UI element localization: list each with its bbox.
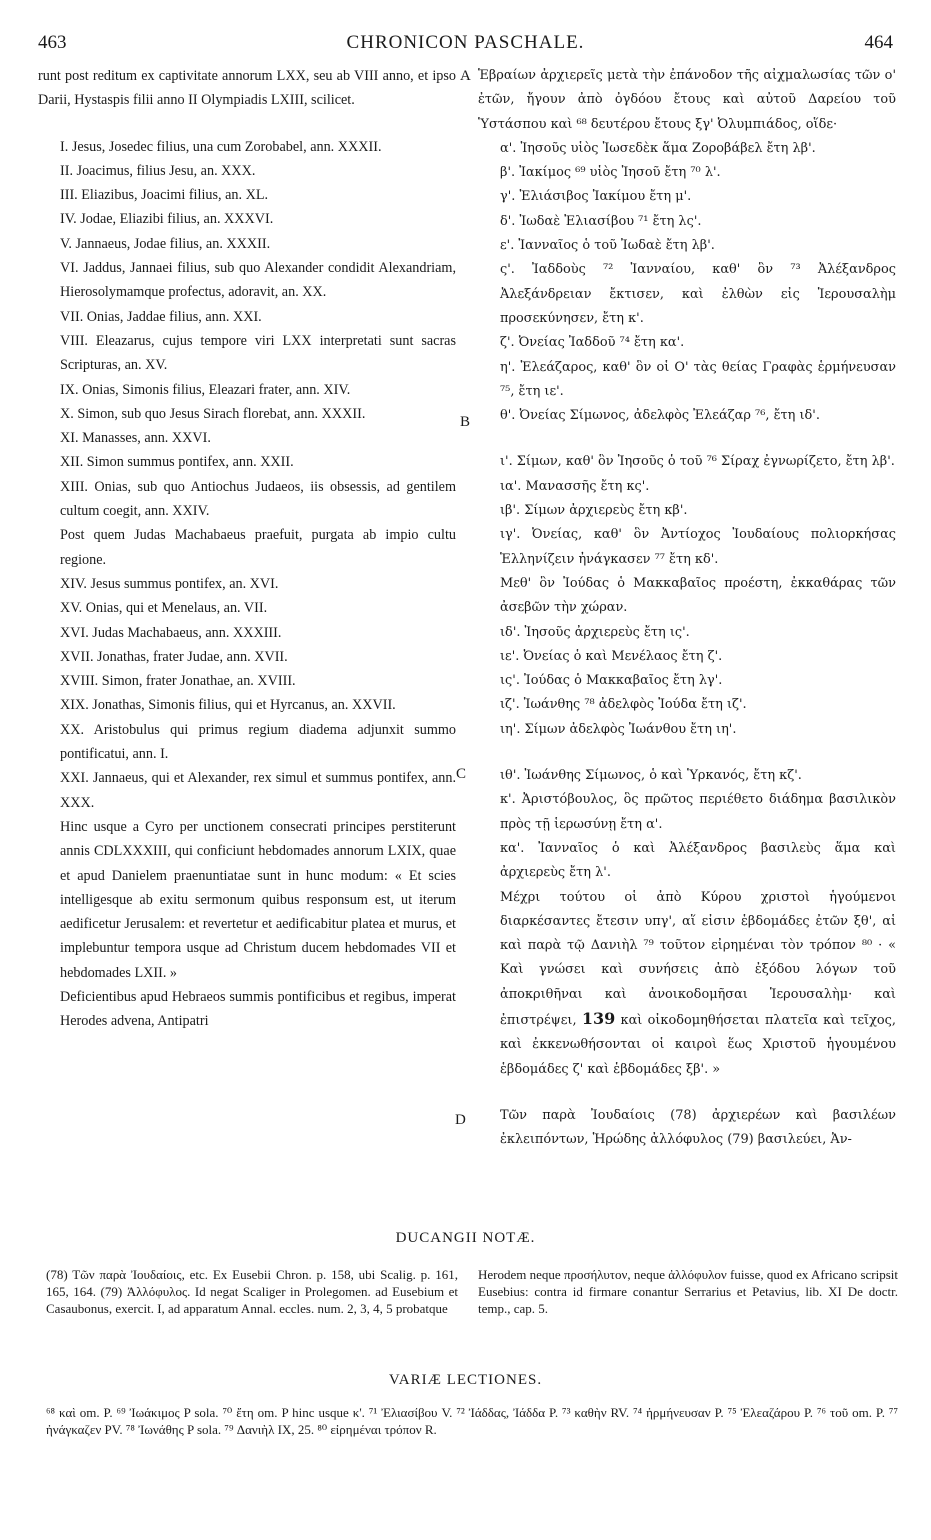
greek-para xyxy=(478,886,896,1082)
latin-list-item: XVII. Jonathas, frater Judae, ann. XVII. xyxy=(60,648,288,665)
greek-list-item: ε'. Ἰανναῖος ὁ τοῦ Ἰωδαὲ ἔτη λβ'. xyxy=(500,238,715,254)
greek-para: Μεθ' ὃν Ἰούδας ὁ Μακκαβαῖος προέστη, ἐκκαθάρας τῶν ἀσεβῶν τὴν χώραν. xyxy=(500,575,896,616)
greek-list-item: ιγ'. Ὀνείας, καθ' ὃν Ἀντίοχος Ἰουδαίους πολιορκήσας Ἑλληνίζειν ἠνάγκασεν ⁷⁷ ἔτη κδ'. xyxy=(500,527,896,567)
ducange-notes-right xyxy=(478,1266,898,1317)
latin-list-item: XII. Simon summus pontifex, ann. XXII. xyxy=(60,454,294,471)
page-title: CHRONICON PASCHALE. xyxy=(346,32,585,53)
page-number-right: 464 xyxy=(864,32,893,53)
greek-list-item: ιε'. Ὀνείας ὁ καὶ Μενέλαος ἔτη ζ'. xyxy=(500,648,723,664)
greek-para-part: Μέχρι τούτου οἱ ἀπὸ Κύρου χριστοὶ ἡγούμενοι διαρκέσαντες ἔτεσιν υπγ', αἵ εἰσιν ἑβδομάδες ἐτῶν ξθ', αἱ καὶ παρὰ τῷ Δανιὴλ ⁷⁹ τοῦτον εἰρημέναι τὸν τρόπον ⁸⁰ · « Καὶ γνώσει καὶ συνήσεις ἀπὸ ἐξόδου λόγων τοῦ ἀποκριθῆναι καὶ ἀνοικοδομῆσαι Ἱερουσαλὴμ· καὶ ἐπιστρέψει, xyxy=(500,889,896,1028)
latin-para: Post quem Judas Machabaeus praefuit, purgata ab impio cultu regione. xyxy=(60,527,456,568)
greek-list-item: ιθ'. Ἰωάνθης Σίμωνος, ὁ καὶ Ὑρκανός, ἔτη κζ'. xyxy=(500,768,802,784)
latin-list-item: XIII. Onias, sub quo Antiochus Judaeos, iis obsessis, ad gentilem cultum coegit, ann. XXIV. xyxy=(60,478,456,520)
latin-para: runt post reditum ex captivitate annorum LXX, seu ab VIII anno, et ipso Darii, Hystaspis filii anno II Olympiadis LXIII, scilicet. xyxy=(38,68,456,109)
variae-lectiones xyxy=(46,1404,898,1438)
latin-list-item: X. Simon, sub quo Jesus Sirach florebat, ann. XXXII. xyxy=(60,405,366,422)
greek-para: Τῶν παρὰ Ἰουδαίοις (78) ἀρχιερέων καὶ βασιλέων ἐκλειπόντων, Ἡρώδης ἀλλόφυλος (79) βασιλεύει, Ἀν- xyxy=(500,1107,896,1148)
greek-list-item: ιβ'. Σίμων ἀρχιερεὺς ἔτη κβ'. xyxy=(500,503,688,519)
margin-letter-c: C xyxy=(456,766,467,782)
latin-list-item: XVI. Judas Machabaeus, ann. XXXIII. xyxy=(60,624,282,641)
latin-list-item: IX. Onias, Simonis filius, Eleazari frater, ann. XIV. xyxy=(60,381,351,398)
running-header xyxy=(30,32,901,60)
latin-para: Hinc usque a Cyro per unctionem consecrati principes perstiterunt annis CDLXXXIII, qui conficiunt hebdomades annorum LXIX, quae et apud Danielem praenuntiatae sunt in hunc modum: « Et scies intelligesque ab exitu sermonum quibus responsum est, ut iterum aedificetur Jerusalem: et revertetur et aedificabitur platea et murus, et implebuntur tempora usque ad Christum ducem hebdomades VII et hebdomades LXII. » xyxy=(60,818,456,981)
latin-list-item: IV. Jodae, Eliazibi filius, an. XXXVI. xyxy=(60,211,274,228)
greek-list-item: ις'. Ἰούδας ὁ Μακκαβαῖος ἔτη λγ'. xyxy=(500,673,723,689)
latin-list-item: XIX. Jonathas, Simonis filius, qui et Hyrcanus, an. XXVII. xyxy=(60,697,396,714)
greek-list-item: β'. Ἰακίμος ⁶⁹ υἱὸς Ἰησοῦ ἔτη ⁷⁰ λ'. xyxy=(500,165,721,181)
latin-list-item: V. Jannaeus, Jodae filius, an. XXXII. xyxy=(60,235,271,252)
page-number-left: 463 xyxy=(38,32,67,53)
latin-list-item: VIII. Eleazarus, cujus tempore viri LXX interpretati sunt sacras Scripturas, an. XV. xyxy=(60,332,456,374)
footnote-text: (78) Τῶν παρὰ Ἰουδαίοις, etc. Ex Eusebii Chron. p. 158, ubi Scalig. p. 161, 165, 164. (79) Ἀλλόφυλος. Id negat Scaliger in Prolegomen. ad Eusebium et Casaubonus, exercit. I, ad apparatum Annal. eccles. num. 2, 3, 4, 5 probatque xyxy=(46,1267,458,1316)
latin-list-item: XVIII. Simon, frater Jonathae, an. XVIII. xyxy=(60,673,296,690)
greek-list-item: κα'. Ἰανναῖος ὁ καὶ Ἀλέξανδρος βασιλεὺς ἅμα καὶ ἀρχιερεὺς ἔτη λ'. xyxy=(500,840,896,881)
variant-readings: ⁶⁸ καὶ om. P. ⁶⁹ Ἰωάκιμος P sola. ⁷⁰ ἔτη om. P hinc usque κ'. ⁷¹ Ἐλιασίβου V. ⁷² Ἰάδδας, Ἰάδδα P. ⁷³ καθὴν RV. ⁷⁴ ἡρμήνευσαν P. ⁷⁵ Ἐλεαζάρου P. ⁷⁶ τοῦ om. P. ⁷⁷ ἠνάγκαζεν PV. ⁷⁸ Ἰωνάθης P sola. ⁷⁹ Δανιὴλ IX, 25. ⁸⁰ εἰρημέναι τρόπον R. xyxy=(46,1405,898,1437)
latin-list-item: II. Joacimus, filius Jesu, an. XXX. xyxy=(60,162,256,179)
latin-column xyxy=(38,64,456,1034)
latin-list-item: XIV. Jesus summus pontifex, an. XVI. xyxy=(60,575,279,592)
latin-list-item: XXI. Jannaeus, qui et Alexander, rex simul et summus pontifex, ann. XXX. xyxy=(60,770,456,811)
greek-list-item: α'. Ἰησοῦς υἱὸς Ἰωσεδὲκ ἅμα Ζοροβάβελ ἔτη λβ'. xyxy=(500,140,816,156)
greek-list-item: ιη'. Σίμων ἀδελφὸς Ἰωάνθου ἔτη ιη'. xyxy=(500,721,737,737)
greek-list-item: ς'. Ἰαδδοὺς ⁷² Ἰανναίου, καθ' ὃν ⁷³ Ἀλέξανδρος Ἀλεξάνδρειαν ἔκτισεν, καὶ ἐλθὼν εἰς Ἱερουσαλὴμ προσεκύνησεν, ἔτη κ'. xyxy=(500,262,896,326)
greek-list-item: θ'. Ὀνείας Σίμωνος, ἀδελφὸς Ἐλεάζαρ ⁷⁶, ἔτη ιδ'. xyxy=(500,408,820,424)
margin-letter-b: B xyxy=(460,414,471,430)
latin-list-item: XI. Manasses, ann. XXVI. xyxy=(60,430,211,447)
greek-list-item: ιδ'. Ἰησοῦς ἀρχιερεὺς ἔτη ις'. xyxy=(500,624,690,640)
greek-para: Ἑβραίων ἀρχιερεῖς μετὰ τὴν ἐπάνοδον τῆς αἰχμαλωσίας τῶν ο' ἐτῶν, ἤγουν ἀπὸ ὀγδόου ἔτους καὶ αὐτοῦ Δαρείου τοῦ Ὑστάσπου καὶ ⁶⁸ δευτέρου ἔτους ξγ' Ὀλυμπιάδος, οἵδε· xyxy=(478,68,896,132)
greek-list-item: ια'. Μανασσῆς ἔτη κς'. xyxy=(500,478,650,494)
greek-list-item: ιζ'. Ἰωάνθης ⁷⁸ ἀδελφὸς Ἰούδα ἔτη ιζ'. xyxy=(500,697,747,713)
ducange-notes-title: DUCANGII NOTÆ. xyxy=(395,1230,536,1246)
latin-list-item: I. Jesus, Josedec filius, una cum Zorobabel, ann. XXXII. xyxy=(60,138,382,155)
latin-para: Deficientibus apud Hebraeos summis pontificibus et regibus, imperat Herodes advena, Antipatri xyxy=(60,988,456,1030)
greek-list-item: ζ'. Ὀνείας Ἰαδδοῦ ⁷⁴ ἔτη κα'. xyxy=(500,335,685,351)
latin-list-item: VI. Jaddus, Jannaei filius, sub quo Alexander condidit Alexandriam, Hierosolymamque profectus, adoravit, an. XX. xyxy=(60,260,456,301)
latin-list-item: XX. Aristobulus qui primus regium diadema adjunxit summo pontificatui, ann. I. xyxy=(60,721,456,763)
greek-list-item: ι'. Σίμων, καθ' ὃν Ἰησοῦς ὁ τοῦ ⁷⁶ Σίραχ ἐγνωρίζετο, ἔτη λβ'. xyxy=(500,454,895,470)
latin-list-item: VII. Onias, Jaddae filius, ann. XXI. xyxy=(60,308,262,325)
greek-list-item: η'. Ἐλεάζαρος, καθ' ὃν οἱ Ο' τὰς θείας Γραφὰς ἑρμήνευσαν ⁷⁵, ἔτη ιε'. xyxy=(500,359,896,399)
greek-list-item: γ'. Ἐλιάσιβος Ἰακίμου ἔτη μ'. xyxy=(500,189,692,205)
ducange-notes-left xyxy=(46,1266,458,1317)
greek-list-item: δ'. Ἰωδαὲ Ἐλιασίβου ⁷¹ ἔτη λς'. xyxy=(500,213,702,229)
footnote-text: Herodem neque προσήλυτον, neque ἀλλόφυλον fuisse, quod ex Africano scripsit Eusebius: contra id firmare conantur Serrarius et Petavius, lib. XI De doctr. temp., cap. 5. xyxy=(478,1267,898,1316)
latin-list-item: III. Eliazibus, Joacimi filius, an. XL. xyxy=(60,187,269,204)
margin-letter-a: A xyxy=(460,68,471,84)
greek-column xyxy=(478,64,896,1152)
greek-list-item: κ'. Ἀριστόβουλος, ὃς πρῶτος περιέθετο διάδημα βασιλικὸν πρὸς τῇ ἱερωσύνῃ ἔτη α'. xyxy=(500,792,896,832)
greek-page-number: 139 xyxy=(581,1008,616,1028)
latin-list-item: XV. Onias, qui et Menelaus, an. VII. xyxy=(60,600,268,617)
variae-lectiones-title: VARIÆ LECTIONES. xyxy=(388,1372,543,1388)
margin-letter-d: D xyxy=(455,1112,466,1128)
greek-para-part: καὶ οἰκοδομηθήσεται πλατεῖα καὶ τεῖχος, καὶ ἐκκενωθήσονται οἱ καιροὶ ἕως Χριστοῦ ἡγουμένου ἑβδομάδες ζ' καὶ ἑβδομάδες ξβ'. » xyxy=(500,1012,896,1077)
